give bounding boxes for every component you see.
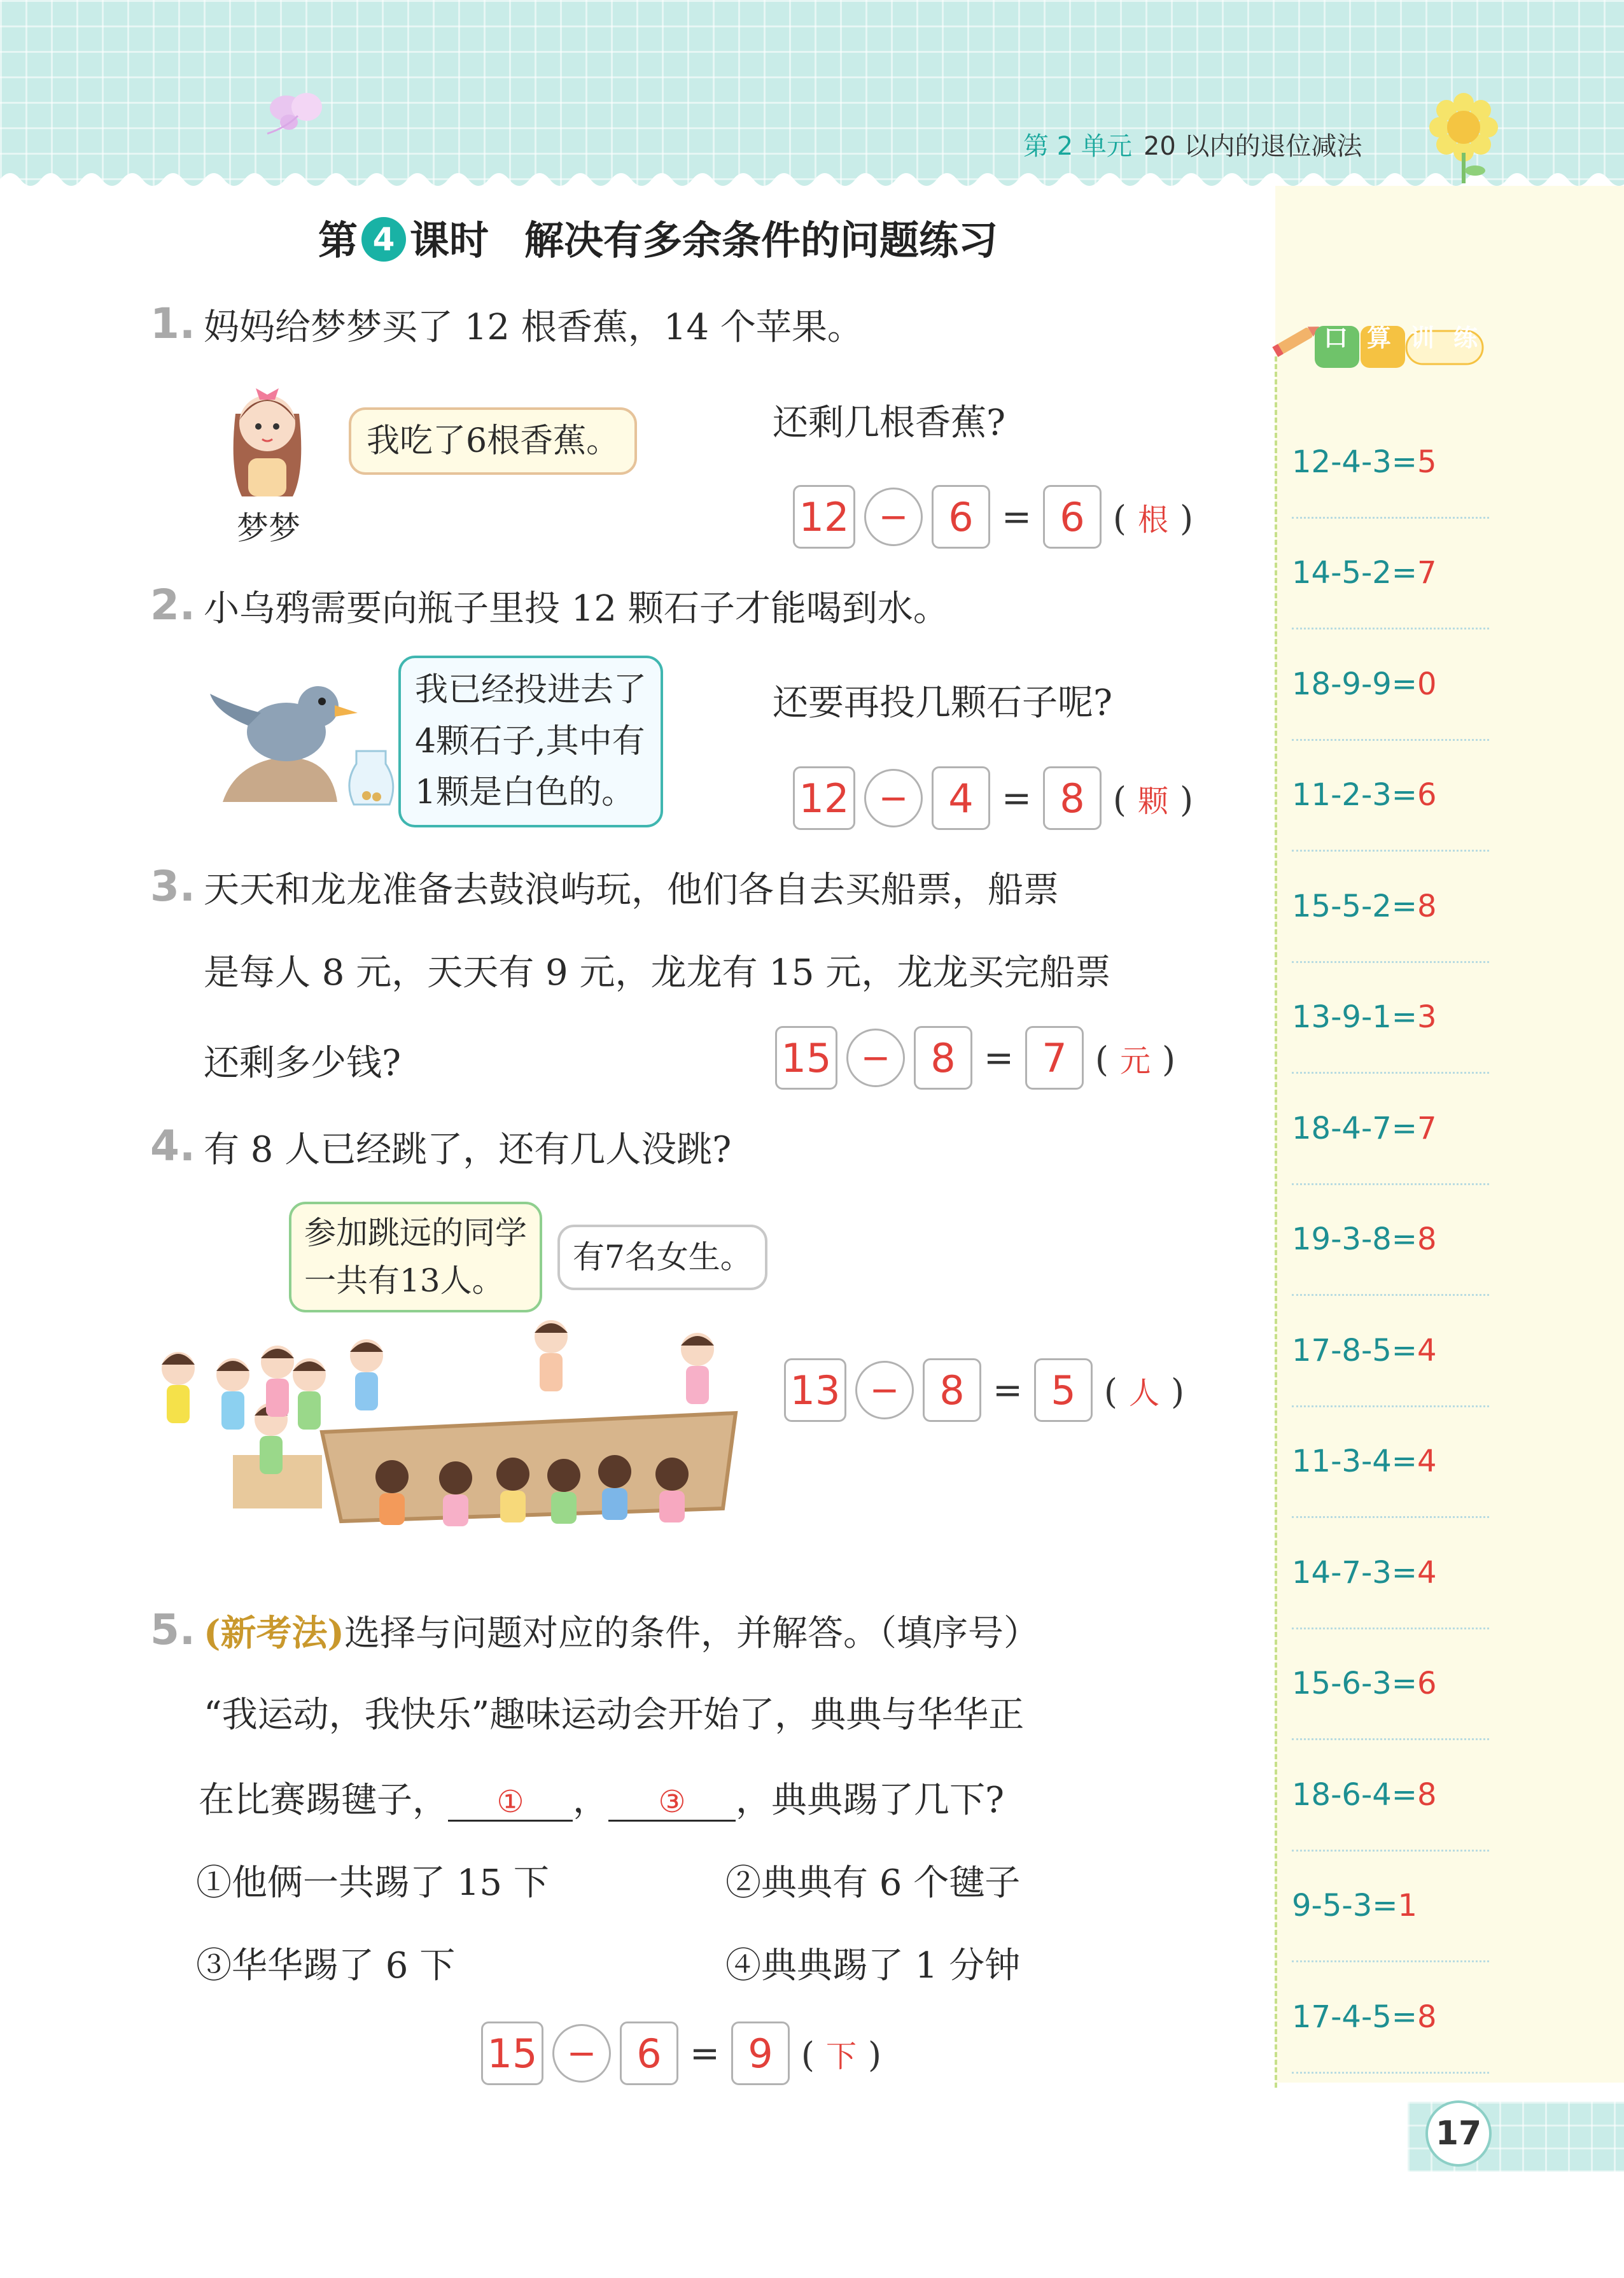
calc-item: [1292, 1074, 1489, 1185]
operator-circle[interactable]: −: [552, 2024, 611, 2083]
butterfly-icon: [261, 83, 331, 140]
calc-item: [1292, 519, 1489, 630]
q5-heading: [204, 1605, 1039, 1656]
unit-answer[interactable]: 人: [1129, 1375, 1160, 1411]
q5-equation: [481, 2021, 881, 2085]
minuend-box[interactable]: 12: [793, 766, 855, 830]
calc-item: [1292, 963, 1489, 1074]
calc-expr: 18-6-4=: [1292, 1776, 1418, 1813]
calc-answer: 8: [1417, 1221, 1437, 1258]
calc-expr: 11-3-4=: [1292, 1444, 1418, 1480]
q1-question: 还剩几根香蕉?: [773, 402, 1006, 444]
q4-equation: [784, 1358, 1184, 1422]
q5-option-2: ②典典有 6 个毽子: [725, 1862, 1021, 1904]
operator-circle[interactable]: −: [864, 769, 923, 827]
unit-answer[interactable]: 下: [826, 2038, 857, 2074]
q1-speech-bubble: 我吃了6根香蕉。: [349, 407, 637, 475]
lesson-number-badge: 4: [361, 217, 406, 262]
calc-answer: 4: [1417, 1332, 1437, 1368]
girl-mengmeng-illustration: [216, 376, 318, 503]
q2-text: 小乌鸦需要向瓶子里投 12 颗石子才能喝到水。: [204, 588, 949, 629]
unit-paren: ( 元 ): [1095, 1039, 1176, 1079]
result-box[interactable]: 6: [1043, 485, 1102, 549]
sunflower-icon: [1425, 89, 1502, 185]
question-number: 3.: [150, 862, 195, 911]
bubble-line: 1颗是白色的。: [415, 773, 635, 812]
calc-item: [1292, 1962, 1489, 2074]
calc-item: [1292, 1407, 1489, 1519]
q2-question: 还要再投几颗石子呢?: [773, 682, 1113, 724]
q5-line1: “我运动，我快乐”趣味运动会开始了，典典与华华正: [204, 1694, 1025, 1736]
unit-paren: ( 下 ): [801, 2034, 882, 2075]
question-number: 2.: [150, 580, 195, 629]
calc-answer: 7: [1417, 1110, 1437, 1146]
calc-answer: 4: [1417, 1444, 1437, 1480]
page-number: 17: [1425, 2100, 1492, 2167]
operator-circle[interactable]: −: [846, 1029, 905, 1087]
lesson-prefix: 第: [318, 217, 358, 264]
result-box[interactable]: 7: [1025, 1026, 1084, 1090]
q1-text: 妈妈给梦梦买了 12 根香蕉，14 个苹果。: [204, 307, 863, 348]
calc-item: [1292, 1518, 1489, 1629]
minuend-box[interactable]: 13: [784, 1358, 846, 1422]
subtrahend-box[interactable]: 4: [932, 766, 990, 830]
calc-answer: 6: [1417, 777, 1437, 813]
question-number: 1.: [150, 299, 195, 348]
calc-answer: 5: [1417, 444, 1437, 480]
q5-option-1: ①他俩一共踢了 15 下: [196, 1862, 549, 1904]
calc-item: [1292, 1852, 1489, 1963]
calc-expr: 14-7-3=: [1292, 1554, 1418, 1591]
q3-line3: 还剩多少钱?: [204, 1043, 402, 1084]
q5-option-3: ③华华踢了 6 下: [196, 1945, 456, 1986]
q3-line1: 天天和龙龙准备去鼓浪屿玩，他们各自去买船票，船票: [204, 869, 1059, 911]
calc-answer: 7: [1417, 555, 1437, 591]
calc-expr: 11-2-3=: [1292, 777, 1418, 813]
subtrahend-box[interactable]: 8: [914, 1026, 972, 1090]
calc-item: [1292, 629, 1489, 741]
q2-equation: [793, 766, 1193, 830]
calc-expr: 18-9-9=: [1292, 666, 1418, 702]
calc-answer: 3: [1417, 999, 1437, 1036]
q1-character-name: 梦梦: [237, 510, 300, 547]
equals-sign: =: [1002, 496, 1032, 538]
bubble-line: 一共有13人。: [304, 1262, 504, 1299]
calc-answer: 1: [1397, 1888, 1418, 1924]
bubble-line: 参加跳远的同学: [304, 1214, 527, 1251]
unit-answer[interactable]: 元: [1120, 1043, 1151, 1079]
calc-item: [1292, 1185, 1489, 1297]
q2-speech-bubble: [398, 656, 663, 827]
calc-answer: 6: [1417, 1666, 1437, 1702]
condition-blank-1[interactable]: ①: [448, 1784, 573, 1822]
unit-paren: ( 人 ): [1103, 1371, 1185, 1412]
result-box[interactable]: 8: [1043, 766, 1102, 830]
q4-speech-bubble-girls: 有7名女生。: [557, 1225, 767, 1290]
calc-expr: 12-4-3=: [1292, 444, 1418, 480]
calc-answer: 8: [1417, 1776, 1437, 1813]
mental-math-list: [1292, 407, 1489, 2074]
minuend-box[interactable]: 15: [775, 1026, 837, 1090]
q5-option-4: ④典典踢了 1 分钟: [725, 1945, 1021, 1986]
question-number: 4.: [150, 1121, 195, 1171]
long-jump-children-illustration: [150, 1311, 748, 1559]
q5-line2-pre: 在比赛踢毽子，: [199, 1780, 448, 1821]
equals-sign: =: [690, 2032, 720, 2074]
operator-circle[interactable]: −: [855, 1361, 914, 1419]
lesson-topic: 解决有多余条件的问题练习: [524, 217, 998, 264]
calc-expr: 17-8-5=: [1292, 1332, 1418, 1368]
lesson-title: [318, 209, 998, 265]
header-band: [0, 0, 1624, 186]
unit-name: 20 以内的退位减法: [1143, 132, 1362, 161]
bubble-line: 我已经投进去了: [415, 671, 647, 709]
mental-math-label: 口算训练: [1324, 324, 1497, 352]
calc-item: [1292, 407, 1489, 519]
new-exam-tag: (新考法): [204, 1612, 344, 1654]
minuend-box[interactable]: 12: [793, 485, 855, 549]
calc-expr: 14-5-2=: [1292, 555, 1418, 591]
calc-item: [1292, 1296, 1489, 1407]
q1-equation: [793, 485, 1193, 549]
calc-expr: 18-4-7=: [1292, 1110, 1418, 1146]
calc-expr: 15-5-2=: [1292, 888, 1418, 924]
q4-text: 有 8 人已经跳了，还有几人没跳?: [204, 1129, 732, 1171]
q5-line2-post: ，典典踢了几下?: [736, 1780, 1005, 1821]
q5-text: 选择与问题对应的条件，并解答。（填序号）: [344, 1613, 1039, 1654]
operator-circle[interactable]: −: [864, 488, 923, 546]
unit-paren: ( 根 ): [1112, 498, 1194, 538]
q3-equation: [775, 1026, 1175, 1090]
subtrahend-box[interactable]: 6: [620, 2021, 678, 2085]
subtrahend-box[interactable]: 8: [923, 1358, 981, 1422]
unit-title: [1023, 126, 1362, 162]
unit-number: 第 2 单元: [1023, 132, 1132, 161]
calc-item: [1292, 1629, 1489, 1741]
condition-blank-2[interactable]: ③: [608, 1784, 736, 1822]
calc-answer: 4: [1417, 1554, 1437, 1591]
subtrahend-box[interactable]: 6: [932, 485, 990, 549]
result-box[interactable]: 9: [731, 2021, 790, 2085]
calc-answer: 8: [1417, 888, 1437, 924]
equals-sign: =: [993, 1369, 1023, 1411]
separator: ，: [573, 1780, 608, 1821]
minuend-box[interactable]: 15: [481, 2021, 543, 2085]
result-box[interactable]: 5: [1034, 1358, 1093, 1422]
question-number: 5.: [150, 1605, 195, 1654]
calc-answer: 8: [1417, 1999, 1437, 2035]
calc-item: [1292, 1740, 1489, 1852]
calc-expr: 9-5-3=: [1292, 1888, 1398, 1924]
calc-item: [1292, 741, 1489, 852]
unit-answer[interactable]: 颗: [1138, 783, 1169, 819]
calc-answer: 0: [1417, 666, 1437, 702]
bubble-line: 4颗石子,其中有: [415, 722, 645, 761]
calc-expr: 17-4-5=: [1292, 1999, 1418, 2035]
equals-sign: =: [1002, 777, 1032, 819]
calc-expr: 15-6-3=: [1292, 1666, 1418, 1702]
q5-line2: [199, 1772, 1004, 1823]
equals-sign: =: [984, 1037, 1014, 1079]
calc-item: [1292, 852, 1489, 963]
calc-expr: 19-3-8=: [1292, 1221, 1418, 1258]
q3-line2: 是每人 8 元，天天有 9 元，龙龙有 15 元，龙龙买完船票: [204, 952, 1111, 994]
q4-speech-bubble-total: [289, 1202, 542, 1312]
crow-illustration: [210, 662, 395, 808]
sidebar-divider: [1275, 356, 1277, 2088]
unit-paren: ( 颗 ): [1112, 779, 1194, 820]
lesson-suffix: 课时: [410, 217, 489, 264]
unit-answer[interactable]: 根: [1138, 502, 1169, 538]
calc-expr: 13-9-1=: [1292, 999, 1418, 1036]
